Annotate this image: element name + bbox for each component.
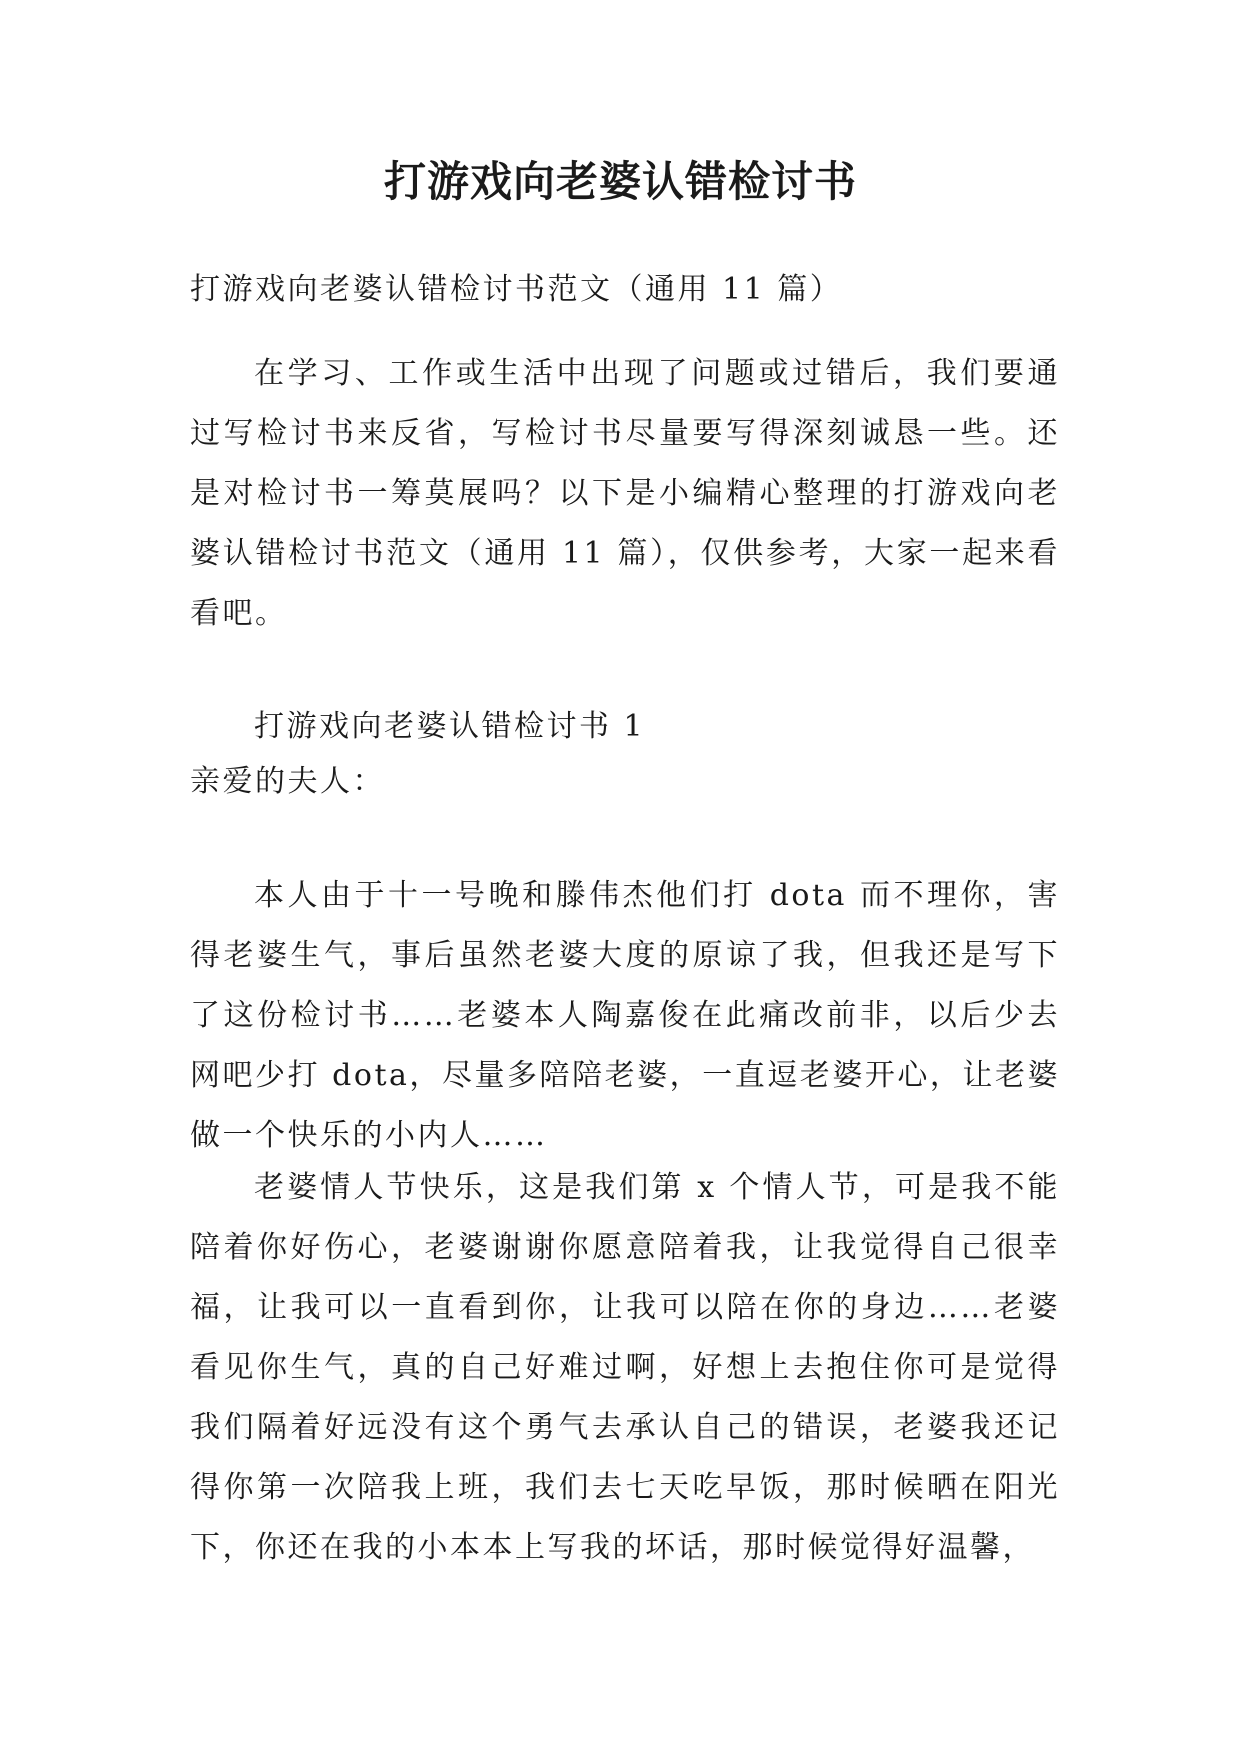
paragraph-2-text: 老婆情人节快乐，这是我们第 x 个情人节，可是我不能陪着你好伤心，老婆谢谢你愿意陪着我，让我觉得自己很幸福，让我可以一直看到你，让我可以陪在你的身边……老婆看见你生气，真的自己好难过啊，好想上去抱住你可是觉得我们隔着好远没有这个勇气去承认自己的错误，老婆我还记得你第一次陪我上班，我们去七天吃早饭，那时候晒在阳光下，你还在我的小本本上写我的坏话，那时候觉得好温馨， (190, 1170, 1060, 1565)
document-title: 打游戏向老婆认错检讨书 (383, 157, 857, 206)
subtitle-text: 打游戏向老婆认错检讨书范文（通用 11 篇） (190, 272, 843, 307)
paragraph-1 (190, 866, 1060, 1166)
intro-paragraph (190, 344, 1060, 644)
salutation (190, 752, 1060, 812)
paragraph-2 (190, 1158, 1060, 1578)
intro-text: 在学习、工作或生活中出现了问题或过错后，我们要通过写检讨书来反省，写检讨书尽量要写得深刻诚恳一些。还是对检讨书一筹莫展吗？以下是小编精心整理的打游戏向老婆认错检讨书范文（通用 11 篇），仅供参考，大家一起来看看吧。 (190, 356, 1060, 631)
salutation-text: 亲爱的夫人： (190, 764, 385, 799)
document-subtitle (190, 260, 1060, 320)
section-heading-text: 打游戏向老婆认错检讨书 1 (254, 709, 646, 744)
paragraph-1-text: 本人由于十一号晚和滕伟杰他们打 dota 而不理你，害得老婆生气，事后虽然老婆大度的原谅了我，但我还是写下了这份检讨书……老婆本人陶嘉俊在此痛改前非，以后少去网吧少打 dota，尽量多陪陪老婆，一直逗老婆开心，让老婆做一个快乐的小内人…… (190, 878, 1060, 1153)
section-heading (190, 697, 1060, 757)
